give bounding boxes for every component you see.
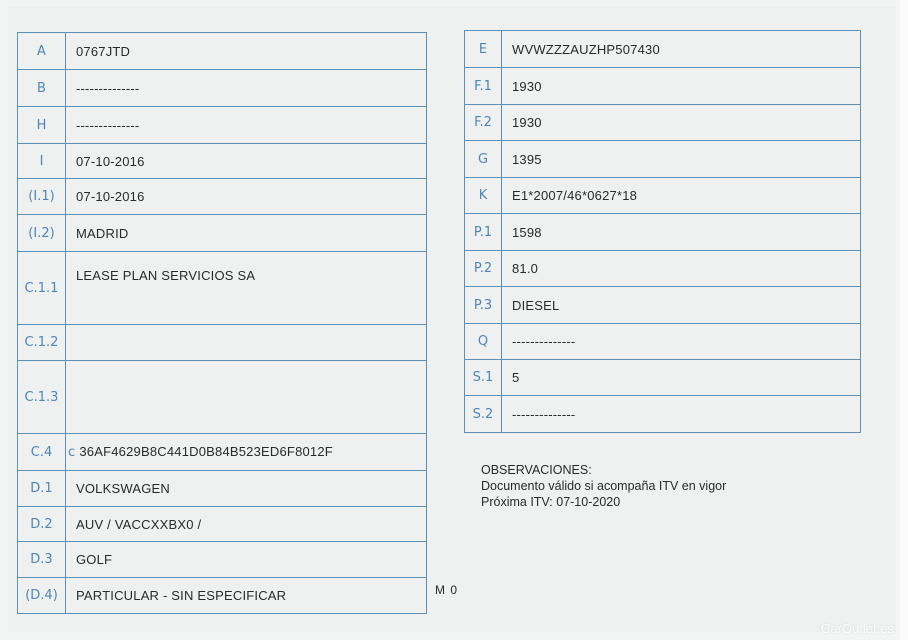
field-value-c12 <box>66 325 427 361</box>
table-row <box>18 70 427 107</box>
field-value-h: -------------- <box>66 107 427 144</box>
page-edge <box>900 0 908 640</box>
table-row <box>465 360 861 396</box>
field-code-a: A <box>18 33 66 70</box>
table-row <box>18 471 427 507</box>
field-code-k: K <box>465 178 502 214</box>
table-row <box>18 325 427 361</box>
field-value-d1: VOLKSWAGEN <box>66 471 427 507</box>
field-code-p1: P.1 <box>465 214 502 251</box>
field-code-s2: S.2 <box>465 396 502 433</box>
table-row <box>18 361 427 434</box>
table-row <box>465 287 861 324</box>
table-row <box>18 215 427 252</box>
field-value-d4: PARTICULAR - SIN ESPECIFICAR <box>66 578 427 614</box>
field-value-i1: 07-10-2016 <box>66 179 427 215</box>
observations-line-1: Documento válido si acompaña ITV en vigor <box>481 479 727 493</box>
field-value-p1: 1598 <box>502 214 861 251</box>
table-row <box>18 434 427 471</box>
field-code-i2: (I.2) <box>18 215 66 252</box>
table-row <box>465 31 861 68</box>
table-row <box>18 107 427 144</box>
field-value-q: -------------- <box>502 324 861 360</box>
watermark-text: CarOutlet.es <box>821 621 894 636</box>
table-row <box>18 542 427 578</box>
field-value-i2: MADRID <box>66 215 427 252</box>
observations-title: OBSERVACIONES: <box>481 463 592 477</box>
right-registration-table <box>464 30 861 433</box>
table-row <box>18 179 427 215</box>
field-value-d3: GOLF <box>66 542 427 578</box>
field-value-s1: 5 <box>502 360 861 396</box>
mark-m0: M 0 <box>435 583 459 597</box>
table-row <box>465 105 861 141</box>
field-value-e: WVWZZZAUZHP507430 <box>502 31 861 68</box>
field-value-d2: AUV / VACCXXBX0 / <box>66 507 427 542</box>
field-code-d3: D.3 <box>18 542 66 578</box>
field-code-e: E <box>465 31 502 68</box>
field-code-d2: D.2 <box>18 507 66 542</box>
field-value-c11: LEASE PLAN SERVICIOS SA <box>66 252 427 325</box>
field-value-p3: DIESEL <box>502 287 861 324</box>
table-row <box>18 578 427 614</box>
field-code-b: B <box>18 70 66 107</box>
field-code-h: H <box>18 107 66 144</box>
field-code-c4: C.4 <box>18 434 66 471</box>
field-value-k: E1*2007/46*0627*18 <box>502 178 861 214</box>
c-prefix: c <box>68 445 76 460</box>
field-value-p2: 81.0 <box>502 251 861 287</box>
field-code-c11: C.1.1 <box>18 252 66 325</box>
table-row <box>18 507 427 542</box>
table-row <box>465 324 861 360</box>
field-code-d1: D.1 <box>18 471 66 507</box>
field-code-i: I <box>18 144 66 179</box>
field-code-p2: P.2 <box>465 251 502 287</box>
table-row <box>465 141 861 178</box>
table-row <box>465 214 861 251</box>
field-code-f2: F.2 <box>465 105 502 141</box>
table-row <box>465 396 861 433</box>
table-row <box>465 251 861 287</box>
field-code-d4: (D.4) <box>18 578 66 614</box>
field-code-c12: C.1.2 <box>18 325 66 361</box>
field-value-i: 07-10-2016 <box>66 144 427 179</box>
field-value-g: 1395 <box>502 141 861 178</box>
field-value-a: 0767JTD <box>66 33 427 70</box>
field-code-c13: C.1.3 <box>18 361 66 434</box>
field-code-f1: F.1 <box>465 68 502 105</box>
field-value-b: -------------- <box>66 70 427 107</box>
observations-block <box>481 462 726 510</box>
table-row <box>465 178 861 214</box>
field-value-c4 <box>66 434 427 471</box>
field-code-g: G <box>465 141 502 178</box>
table-row <box>18 144 427 179</box>
field-value-c13 <box>66 361 427 434</box>
field-code-q: Q <box>465 324 502 360</box>
field-code-s1: S.1 <box>465 360 502 396</box>
left-registration-table <box>17 32 427 614</box>
field-value-f1: 1930 <box>502 68 861 105</box>
field-value-f2: 1930 <box>502 105 861 141</box>
table-row <box>18 252 427 325</box>
observations-line-2: Próxima ITV: 07-10-2020 <box>481 495 621 509</box>
table-row <box>465 68 861 105</box>
field-code-i1: (I.1) <box>18 179 66 215</box>
c4-hash-value: 36AF4629B8C441D0B84B523ED6F8012F <box>79 444 333 459</box>
field-value-s2: -------------- <box>502 396 861 433</box>
field-code-p3: P.3 <box>465 287 502 324</box>
table-row <box>18 33 427 70</box>
